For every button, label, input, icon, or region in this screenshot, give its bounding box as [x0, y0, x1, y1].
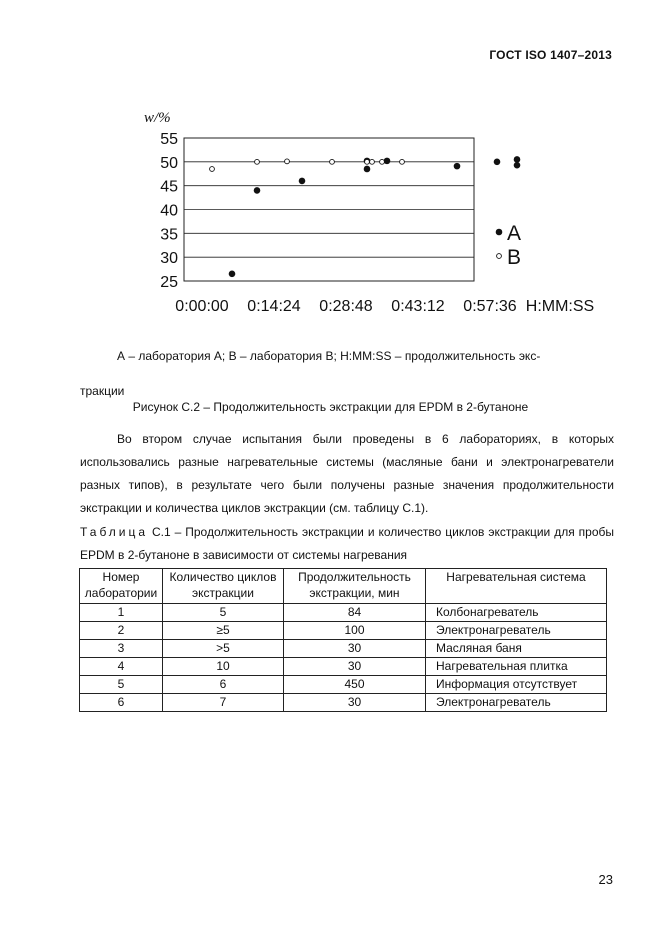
- cell-lab: 2: [80, 622, 163, 640]
- y-tick-label: 25: [160, 274, 178, 291]
- data-point-a: [454, 163, 461, 170]
- cell-cycles: 7: [163, 694, 284, 712]
- cell-system: Электронагреватель: [426, 694, 607, 712]
- cell-system: Нагревательная плитка: [426, 658, 607, 676]
- table-title-lead: Таблица: [80, 525, 149, 539]
- data-point-b: [380, 159, 385, 164]
- y-axis-label: w/%: [144, 110, 171, 126]
- cell-duration: 100: [284, 622, 426, 640]
- cell-lab: 1: [80, 604, 163, 622]
- data-point-a: [364, 166, 371, 173]
- legend-marker: [497, 254, 502, 259]
- table-title: [80, 521, 614, 567]
- legend-label: A: [507, 222, 522, 245]
- x-axis-label: H:MM:SS: [525, 298, 595, 315]
- data-point-a: [254, 187, 261, 194]
- data-point-a: [514, 162, 521, 169]
- extraction-duration-chart: [110, 100, 600, 325]
- body-paragraph: [80, 428, 614, 520]
- col-header-cycles: Количество циклов экстракции: [163, 569, 284, 604]
- x-tick-label: 0:14:24: [247, 298, 301, 315]
- data-point-b: [210, 167, 215, 172]
- heating-systems-table: [79, 568, 607, 712]
- cell-duration: 30: [284, 658, 426, 676]
- cell-system: Электронагреватель: [426, 622, 607, 640]
- cell-lab: 3: [80, 640, 163, 658]
- y-tick-label: 55: [160, 131, 178, 148]
- data-point-a: [299, 178, 306, 185]
- col-header-duration: Продолжительность экстракции, мин: [284, 569, 426, 604]
- table-row: [80, 694, 607, 712]
- table-row: [80, 658, 607, 676]
- figure-legend: [80, 338, 614, 409]
- data-point-a: [494, 159, 501, 166]
- table-row: [80, 604, 607, 622]
- standard-header: ГОСТ ISO 1407–2013: [489, 48, 612, 62]
- data-point-b: [330, 159, 335, 164]
- data-point-a: [229, 271, 236, 278]
- figure-legend-line2: тракции: [80, 384, 125, 398]
- cell-duration: 30: [284, 640, 426, 658]
- cell-cycles: ≥5: [163, 622, 284, 640]
- y-tick-label: 35: [160, 226, 178, 244]
- cell-cycles: >5: [163, 640, 284, 658]
- col-header-system: Нагревательная система: [426, 569, 607, 604]
- cell-lab: 6: [80, 694, 163, 712]
- body-paragraph-text: Во втором случае испытания были проведены в 6 лабораториях, в которых использовались разные нагревательные системы (масляные бани и электронагреватели разных типов), в результате чего были получены разные значения продолжительности экстракции и количества циклов экстракции (см. таблицу С.1).: [80, 432, 614, 515]
- data-point-b: [255, 159, 260, 164]
- x-tick-label: 0:57:36: [463, 298, 517, 315]
- y-tick-label: 30: [160, 250, 178, 268]
- table-row: [80, 622, 607, 640]
- table-row: [80, 640, 607, 658]
- legend-marker: [496, 229, 503, 236]
- data-point-b: [400, 159, 405, 164]
- cell-cycles: 10: [163, 658, 284, 676]
- y-tick-label: 45: [160, 178, 178, 196]
- figure-legend-line1: А – лаборатория А; В – лаборатория В; Н:ММ:SS – продолжительность экс-: [117, 349, 541, 363]
- table-header-row: [80, 569, 607, 604]
- data-point-b: [285, 159, 290, 164]
- data-point-b: [370, 159, 375, 164]
- legend-label: B: [507, 246, 522, 269]
- figure-caption: Рисунок С.2 – Продолжительность экстракции для EPDM в 2-бутаноне: [132, 400, 529, 414]
- page-number: 23: [598, 872, 613, 887]
- table-title-text: С.1 – Продолжительность экстракции и количество циклов экстракции для пробы EPDM в 2-бутаноне в зависимости от системы нагревания: [80, 525, 614, 562]
- x-tick-label: 0:43:12: [391, 298, 445, 315]
- cell-cycles: 5: [163, 604, 284, 622]
- cell-cycles: 6: [163, 676, 284, 694]
- data-point-a: [514, 156, 521, 163]
- x-tick-label: 0:00:00: [175, 298, 229, 315]
- table-row: [80, 676, 607, 694]
- cell-duration: 450: [284, 676, 426, 694]
- y-tick-label: 50: [160, 154, 178, 172]
- cell-system: Масляная баня: [426, 640, 607, 658]
- data-point-b: [365, 159, 370, 164]
- cell-lab: 5: [80, 676, 163, 694]
- data-point-a: [384, 158, 391, 165]
- cell-system: Колбонагреватель: [426, 604, 607, 622]
- col-header-lab: Номер лаборатории: [80, 569, 163, 604]
- x-tick-label: 0:28:48: [319, 298, 373, 315]
- cell-duration: 30: [284, 694, 426, 712]
- cell-system: Информация отсутствует: [426, 676, 607, 694]
- cell-duration: 84: [284, 604, 426, 622]
- cell-lab: 4: [80, 658, 163, 676]
- y-tick-label: 40: [160, 202, 178, 220]
